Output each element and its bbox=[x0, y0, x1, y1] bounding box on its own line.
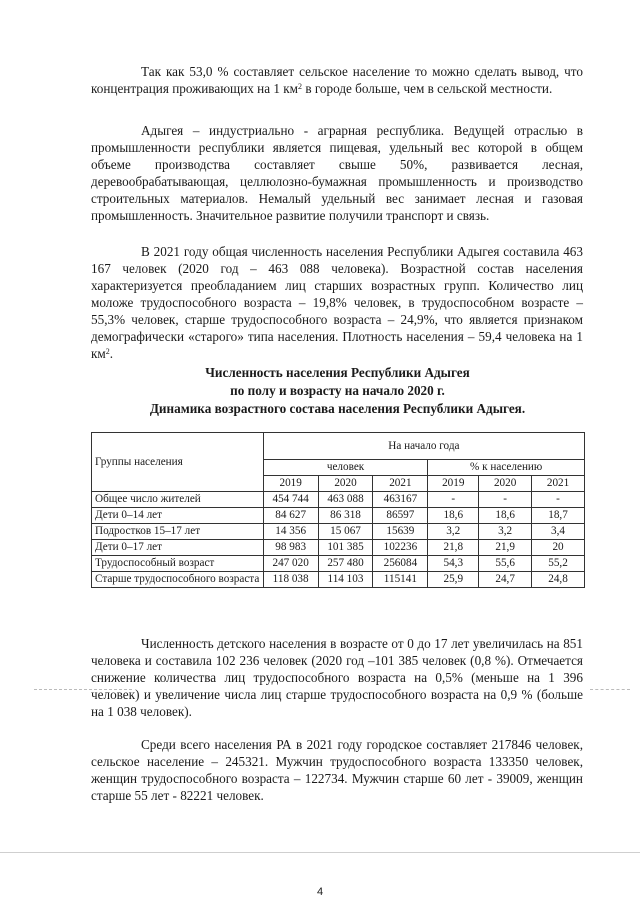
year-header: 2021 bbox=[373, 476, 428, 492]
table-cell: 114 103 bbox=[318, 572, 373, 588]
table-cell: 84 627 bbox=[263, 508, 318, 524]
paragraph-text: в городе больше, чем в сельской местности. bbox=[302, 81, 553, 96]
table-cell: - bbox=[532, 492, 585, 508]
row-label: Трудоспособный возраст bbox=[92, 556, 264, 572]
table-cell: 115141 bbox=[373, 572, 428, 588]
superscript: 2 bbox=[298, 82, 303, 91]
table-cell: 18,6 bbox=[479, 508, 532, 524]
scan-artifact-line bbox=[590, 689, 630, 691]
table-cell: 118 038 bbox=[263, 572, 318, 588]
superscript: 2 bbox=[105, 347, 110, 356]
year-header: 2020 bbox=[479, 476, 532, 492]
paragraph-text: Численность детского населения в возрасте от 0 до 17 лет увеличилась на 851 человека и составила 102 236 человек (2020 год –101 385 человек (0,8 %). Отмечается снижение количества лиц трудоспособного возраста на 0,5% (меньше на 1 396 человек) и увеличение числа лиц старше трудоспособного возраста на 0,9 % (больше на 1 038 человек). bbox=[91, 636, 583, 719]
table-cell: 102236 bbox=[373, 540, 428, 556]
table-cell: 3,2 bbox=[428, 524, 479, 540]
table-cell: 101 385 bbox=[318, 540, 373, 556]
table-cell: - bbox=[428, 492, 479, 508]
table-cell: 24,7 bbox=[479, 572, 532, 588]
table-cell: 463 088 bbox=[318, 492, 373, 508]
table-cell: - bbox=[479, 492, 532, 508]
table-cell: 21,9 bbox=[479, 540, 532, 556]
table-heading-line-2: по полу и возрасту на начало 2020 г. bbox=[230, 383, 445, 398]
table-cell: 18,7 bbox=[532, 508, 585, 524]
table-row bbox=[92, 524, 585, 540]
row-label: Подростков 15–17 лет bbox=[92, 524, 264, 540]
table-row bbox=[92, 492, 585, 508]
year-header: 2020 bbox=[318, 476, 373, 492]
table-cell: 256084 bbox=[373, 556, 428, 572]
table-cell: 463167 bbox=[373, 492, 428, 508]
table-header-row bbox=[92, 433, 585, 460]
table-cell: 3,2 bbox=[479, 524, 532, 540]
table-row bbox=[92, 556, 585, 572]
table-cell: 98 983 bbox=[263, 540, 318, 556]
column-header-people: человек bbox=[263, 460, 428, 476]
population-table bbox=[91, 432, 585, 588]
table-cell: 15 067 bbox=[318, 524, 373, 540]
paragraph-urban-rural bbox=[91, 736, 583, 804]
table-cell: 25,9 bbox=[428, 572, 479, 588]
paragraph-population-2021 bbox=[91, 243, 583, 362]
table-cell: 454 744 bbox=[263, 492, 318, 508]
table-cell: 21,8 bbox=[428, 540, 479, 556]
table-cell: 3,4 bbox=[532, 524, 585, 540]
row-label: Дети 0–17 лет bbox=[92, 540, 264, 556]
row-label: Общее число жителей bbox=[92, 492, 264, 508]
table-cell: 18,6 bbox=[428, 508, 479, 524]
paragraph-urban-concentration bbox=[91, 63, 583, 97]
table-cell: 86 318 bbox=[318, 508, 373, 524]
paragraph-text: В 2021 году общая численность населения Республики Адыгея составила 463 167 человек (2020 год – 463 088 человека). Возрастной состав населения характеризуется преобладанием лиц старших возрастных групп. Количество лиц моложе трудоспособного возраста – 19,8% человек, в трудоспособном возрасте – 55,3% человек, старше трудоспособного возраста – 24,9%, что является признаком демографически «старого» типа населения. Плотность населения – 59,4 человека на 1 км bbox=[91, 244, 583, 361]
table-cell: 55,6 bbox=[479, 556, 532, 572]
table-row bbox=[92, 572, 585, 588]
table-cell: 20 bbox=[532, 540, 585, 556]
table-row bbox=[92, 508, 585, 524]
table-cell: 86597 bbox=[373, 508, 428, 524]
table-cell: 55,2 bbox=[532, 556, 585, 572]
paragraph-text: . bbox=[109, 346, 114, 361]
table-heading-line-1: Численность населения Республики Адыгея bbox=[205, 365, 470, 380]
table-row bbox=[92, 540, 585, 556]
paragraph-text: Адыгея – индустриально - аграрная республика. Ведущей отраслью в промышленности республики является пищевая, удельный вес которой в общем объеме производства составляет свыше 50%, развивается лесная, деревообрабатывающая, целлюлозно-бумажная промышленность и производство строительных материалов. Немалый удельный вес занимает лесная и газовая промышленность. Значительное развитие получили транспорт и связь. bbox=[91, 123, 583, 223]
table-cell: 24,8 bbox=[532, 572, 585, 588]
table-cell: 14 356 bbox=[263, 524, 318, 540]
paragraph-industry bbox=[91, 122, 583, 224]
column-header-groups: Группы населения bbox=[92, 433, 264, 492]
column-header-percent: % к населению bbox=[428, 460, 585, 476]
year-header: 2019 bbox=[428, 476, 479, 492]
table-cell: 247 020 bbox=[263, 556, 318, 572]
paragraph-text: Среди всего населения РА в 2021 году городское составляет 217846 человек, сельское население – 245321. Мужчин трудоспособного возраста 133350 человек, женщин трудоспособного возраста – 122734. Мужчин старше 60 лет - 39009, женщин старше 55 лет - 82221 человек. bbox=[91, 737, 583, 803]
paragraph-text: Так как 53,0 % составляет сельское население то можно сделать вывод, что концентрация проживающих на 1 км bbox=[91, 64, 583, 96]
page-number: 4 bbox=[316, 886, 324, 898]
table-cell: 54,3 bbox=[428, 556, 479, 572]
row-label: Старше трудоспособного возраста bbox=[92, 572, 264, 588]
footer-divider bbox=[0, 852, 640, 853]
table-cell: 15639 bbox=[373, 524, 428, 540]
paragraph-children-population bbox=[91, 635, 583, 720]
scan-artifact-line bbox=[34, 689, 132, 691]
column-header-start-of-year: На начало года bbox=[263, 433, 584, 460]
year-header: 2021 bbox=[532, 476, 585, 492]
table-heading-line-3: Динамика возрастного состава населения Республики Адыгея. bbox=[149, 401, 526, 416]
year-header: 2019 bbox=[263, 476, 318, 492]
row-label: Дети 0–14 лет bbox=[92, 508, 264, 524]
table-cell: 257 480 bbox=[318, 556, 373, 572]
